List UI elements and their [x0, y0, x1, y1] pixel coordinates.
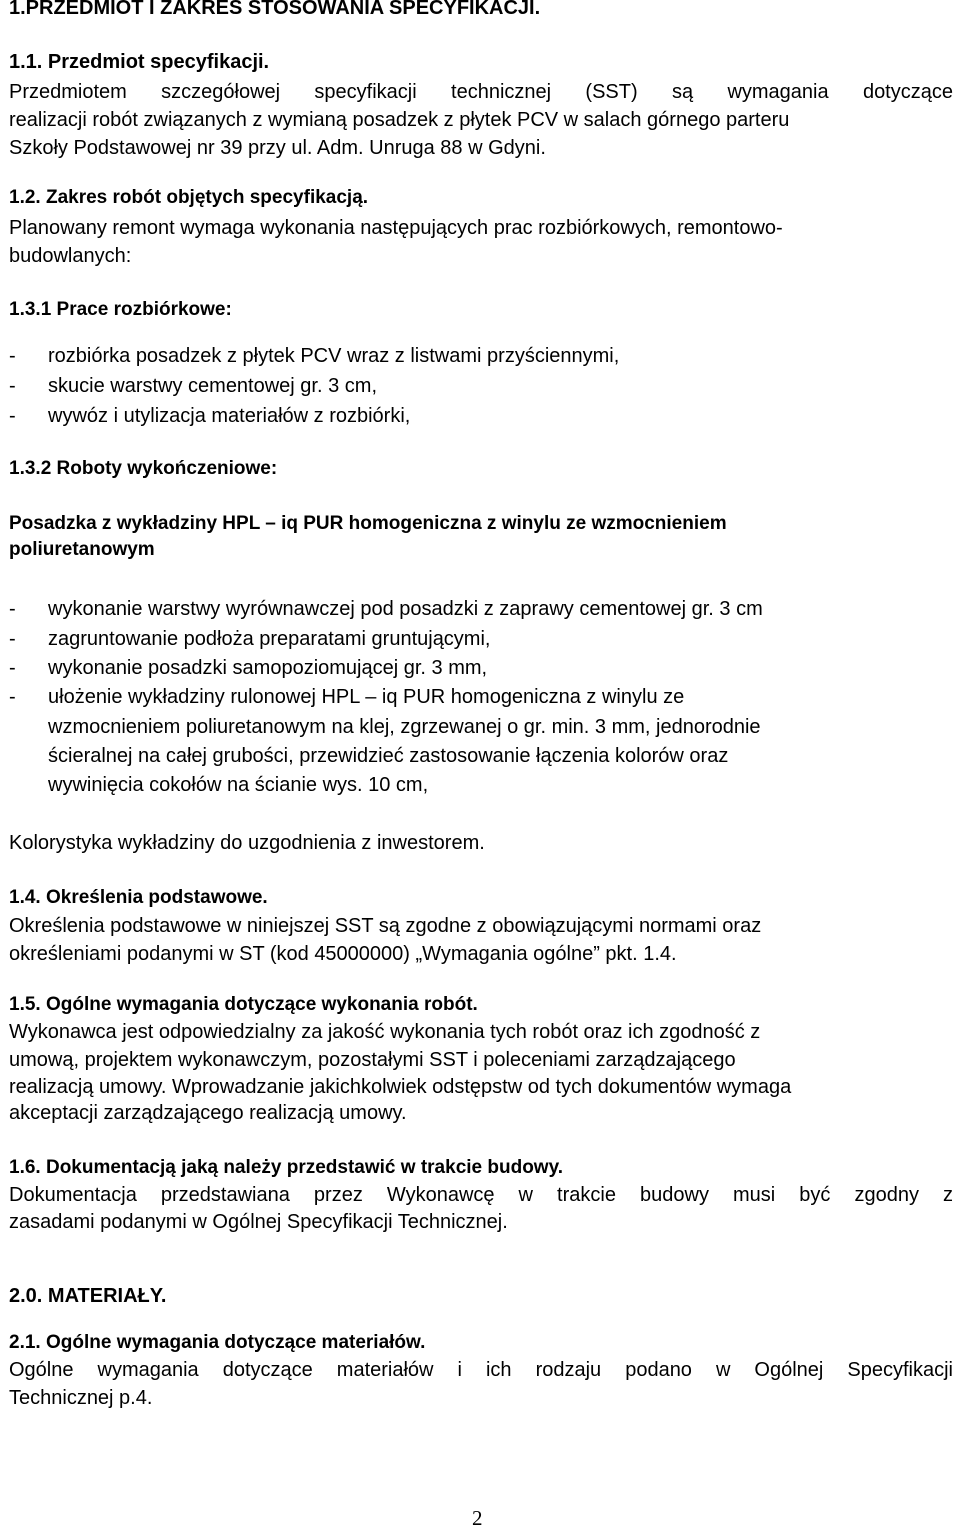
dash-marker: - [9, 657, 16, 679]
page-number: 2 [472, 1506, 483, 1530]
section-1-4-line: określeniami podanymi w ST (kod 45000000) „Wymagania ogólne” pkt. 1.4. [9, 943, 677, 965]
section-1-2-heading: 1.2. Zakres robót objętych specyfikacją. [9, 187, 369, 208]
section-1-5-line: akceptacji zarządzającego realizacją umowy. [9, 1102, 407, 1124]
section-1-3-2-heading: 1.3.2 Roboty wykończeniowe: [9, 458, 278, 479]
section-1-5-line: Wykonawca jest odpowiedzialny za jakość wykonania tych robót oraz ich zgodność z [9, 1021, 761, 1043]
demolition-item-text: skucie warstwy cementowej gr. 3 cm, [48, 375, 377, 397]
section-2-1-heading: 2.1. Ogólne wymagania dotyczące materiałów. [9, 1332, 426, 1353]
section-1-1-heading: 1.1. Przedmiot specyfikacji. [9, 51, 270, 73]
section-2-heading: 2.0. MATERIAŁY. [9, 1285, 167, 1307]
finishing-item [9, 596, 763, 622]
demolition-item-text: rozbiórka posadzek z płytek PCV wraz z listwami przyściennymi, [48, 345, 620, 367]
section-1-2-line: Planowany remont wymaga wykonania następujących prac rozbiórkowych, remontowo- [9, 217, 783, 239]
product-heading-line: poliuretanowym [9, 539, 155, 560]
section-1-6-line: Dokumentacja przedstawiana przez Wykonawcę w trakcie budowy musi być zgodny z [9, 1184, 953, 1206]
section-1-1-line: Przedmiotem szczegółowej specyfikacji technicznej (SST) są wymagania dotyczące [9, 81, 953, 103]
finishing-item-text: ułożenie wykładziny rulonowej HPL – iq PUR homogeniczna z winylu ze [48, 686, 685, 708]
finishing-item [9, 684, 684, 710]
section-1-1-line: realizacji robót związanych z wymianą posadzek z płytek PCV w salach górnego parteru [9, 109, 790, 131]
section-2-1-line: Technicznej p.4. [9, 1387, 153, 1409]
section-1-3-1-heading: 1.3.1 Prace rozbiórkowe: [9, 299, 232, 320]
section-1-heading: 1.PRZEDMIOT I ZAKRES STOSOWANIA SPECYFIKACJI. [9, 0, 541, 19]
section-1-5-line: realizacją umowy. Wprowadzanie jakichkolwiek odstępstw od tych dokumentów wymaga [9, 1076, 792, 1098]
finishing-item-text: wykonanie posadzki samopoziomującej gr. 3 mm, [48, 657, 488, 679]
finishing-item-text: wykonanie warstwy wyrównawczej pod posadzki z zaprawy cementowej gr. 3 cm [48, 598, 763, 620]
finishing-item-continuation: wywinięcia cokołów na ścianie wys. 10 cm, [48, 774, 429, 796]
section-1-1-line: Szkoły Podstawowej nr 39 przy ul. Adm. Unruga 88 w Gdyni. [9, 137, 546, 159]
section-1-5-heading: 1.5. Ogólne wymagania dotyczące wykonania robót. [9, 994, 478, 1015]
section-1-2-line: budowlanych: [9, 245, 132, 267]
dash-marker: - [9, 375, 16, 397]
section-1-4-heading: 1.4. Określenia podstawowe. [9, 887, 268, 908]
demolition-item-text: wywóz i utylizacja materiałów z rozbiórki, [48, 405, 411, 427]
finishing-item-continuation: ścieralnej na całej grubości, przewidzieć zastosowanie łączenia kolorów oraz [48, 745, 729, 767]
finishing-item [9, 626, 490, 652]
dash-marker: - [9, 598, 16, 620]
finishing-item-text: zagruntowanie podłoża preparatami gruntującymi, [48, 628, 491, 650]
dash-marker: - [9, 405, 16, 427]
finishing-item [9, 655, 487, 681]
finishing-item-continuation: wzmocnieniem poliuretanowym na klej, zgrzewanej o gr. min. 3 mm, jednorodnie [48, 716, 761, 738]
section-1-4-line: Określenia podstawowe w niniejszej SST są zgodne z obowiązującymi normami oraz [9, 915, 762, 937]
product-heading-line: Posadzka z wykładziny HPL – iq PUR homogeniczna z winylu ze wzmocnieniem [9, 513, 727, 534]
demolition-item [9, 373, 377, 399]
section-1-6-line: zasadami podanymi w Ogólnej Specyfikacji Technicznej. [9, 1211, 508, 1233]
section-1-5-line: umową, projektem wykonawczym, pozostałymi SST i poleceniami zarządzającego [9, 1049, 736, 1071]
demolition-item [9, 403, 410, 429]
dash-marker: - [9, 686, 16, 708]
section-2-1-line: Ogólne wymagania dotyczące materiałów i ich rodzaju podano w Ogólnej Specyfikacji [9, 1359, 953, 1381]
dash-marker: - [9, 628, 16, 650]
dash-marker: - [9, 345, 16, 367]
demolition-item [9, 343, 619, 369]
color-note: Kolorystyka wykładziny do uzgodnienia z inwestorem. [9, 832, 485, 854]
section-1-6-heading: 1.6. Dokumentacją jaką należy przedstawić w trakcie budowy. [9, 1157, 564, 1178]
